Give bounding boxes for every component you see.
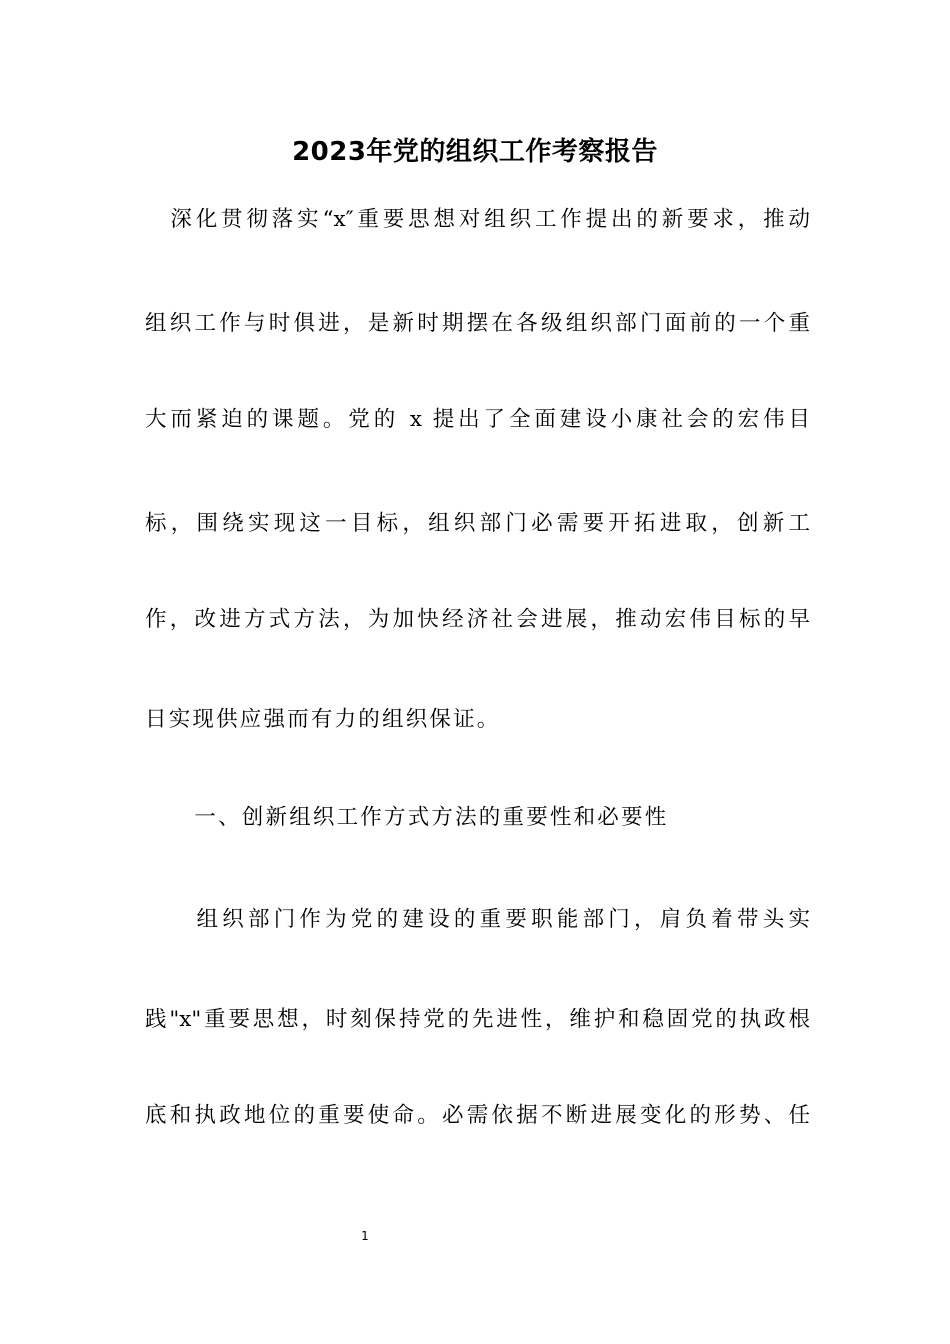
- body-line-1: 深化贯彻落实“x″重要思想对组织工作提出的新要求，推动: [145, 207, 810, 232]
- body-line-9: 践"x"重要思想，时刻保持党的先进性，维护和稳固党的执政根: [145, 1007, 810, 1032]
- body-line-6: 日实现供应强而有力的组织保证。: [145, 707, 501, 732]
- page-number: 1: [361, 1229, 369, 1243]
- body-line-5: 作，改进方式方法，为加快经济社会进展，推动宏伟目标的早: [145, 607, 810, 632]
- body-line-3: 大而紧迫的课题。党的 x 提出了全面建设小康社会的宏伟目: [145, 407, 810, 432]
- body-line-10: 底和执政地位的重要使命。必需依据不断进展变化的形势、任: [145, 1103, 810, 1128]
- section-heading: 一、创新组织工作方式方法的重要性和必要性: [147, 805, 669, 830]
- body-line-8: 组织部门作为党的建设的重要职能部门，肩负着带头实: [145, 907, 810, 932]
- body-line-4: 标，围绕实现这一目标，组织部门必需要开拓进取，创新工: [145, 511, 810, 536]
- body-line-2: 组织工作与时俱进，是新时期摆在各级组织部门面前的一个重: [145, 311, 810, 336]
- document-title: 2023年党的组织工作考察报告: [292, 137, 658, 167]
